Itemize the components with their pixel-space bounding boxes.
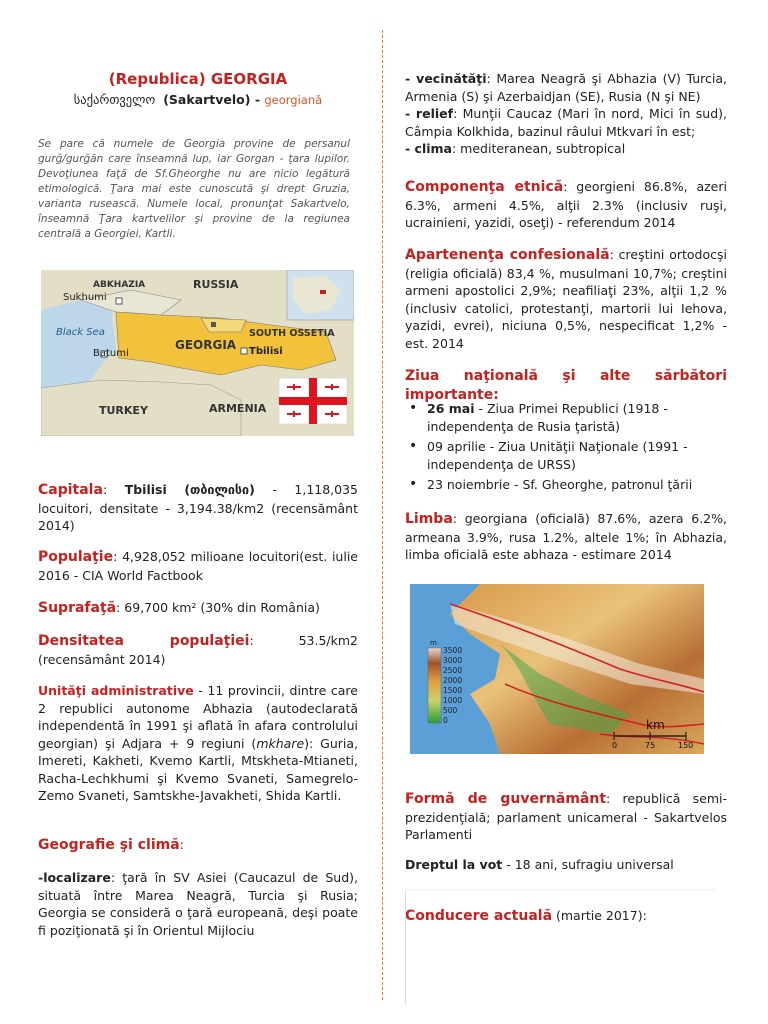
capital-text: - 1,118,035 locuitori, densitate - 3,194.38/km2 (recensământ 2014) [38, 482, 359, 533]
religion-label: Apartenenţa confesională [405, 247, 610, 263]
density-section [38, 632, 358, 668]
density-text: : 53.5/km2 (recensământ 2014) [38, 633, 358, 667]
map-label-south-ossetia: SOUTH OSSETIA [249, 328, 335, 339]
leadership-label: Conducere actuală [405, 908, 553, 924]
vote-text: - 18 ani, sufragiu universal [502, 857, 674, 872]
ethnic-section [405, 178, 727, 232]
elevation-value: 2000 [443, 676, 463, 685]
map-label-batumi: Batumi [93, 348, 129, 359]
neighbors-label: - vecinătăţi [405, 71, 487, 86]
elevation-value: 500 [443, 706, 458, 715]
vote-section [405, 856, 727, 874]
geo-heading: Geografie şi climă: [38, 837, 184, 853]
government-label: Formă de guvernământ [405, 791, 607, 807]
language-note: georgiană [264, 93, 323, 107]
elevation-value: 1000 [443, 696, 463, 705]
population-section [38, 548, 358, 584]
ethnic-label: Componenţa etnică [405, 179, 564, 195]
admin-mkhare: mkhare [256, 735, 305, 751]
population-label: Populaţie [38, 549, 114, 565]
holidays-list [405, 400, 727, 497]
neighbors-text: : Marea Neagră şi Abhazia (V) Turcia, Armenia (S) şi Azerbaidjan (SE), Rusia (N şi NE) [405, 71, 727, 104]
column-divider [382, 30, 383, 1000]
holiday-item: • 26 mai - Ziua Primei Republici (1918 - independenţa de Rusia ţaristă) [427, 400, 727, 435]
admin-text-a: - 11 provincii, dintre care 2 republici autonome Abhazia (autodeclarată independentă în 1991 şi aflată în afara controlului georgian) şi Adjara + 9 regiuni ( [38, 683, 358, 751]
area-label: Suprafaţă [38, 600, 117, 616]
scale-tick: 75 [645, 741, 656, 750]
elevation-value: 0 [443, 716, 448, 725]
admin-section [38, 682, 358, 805]
neighbors-section [405, 70, 727, 158]
local-name: (Sakartvelo) [163, 92, 251, 107]
government-section [405, 790, 727, 844]
page-subtitle: საქართველო (Sakartvelo) - georgiană [73, 92, 323, 107]
capital-label: Capitala [38, 482, 103, 498]
holidays-heading-label: Ziua naţională şi alte sărbători importante [405, 368, 727, 403]
map-label-armenia: ARMENIA [209, 402, 267, 415]
language-section [405, 510, 727, 564]
capital-native: (თბილისი) [184, 482, 255, 497]
elevation-unit: m [430, 639, 437, 647]
map-label-sukhumi: Sukhumi [63, 292, 107, 303]
scale-tick: 0 [612, 741, 618, 750]
climate-label: - clima [405, 141, 452, 156]
language-label: Limba [405, 511, 453, 527]
language-text: : georgiana (oficială) 87.6%, azera 6.2%, armeana 3.9%, rusa 1.2%, altele 1%; în Abhazia, limba oficială este abhaza - estimare 2014 [405, 511, 727, 562]
map-label-georgia: GEORGIA [175, 338, 237, 352]
population-text: : 4,928,052 milioane locuitori(est. iulie 2016 - CIA World Factbook [38, 549, 358, 583]
relief-map [410, 584, 704, 754]
capital-city: Tbilisi [124, 482, 167, 497]
elevation-value: 3500 [443, 646, 463, 655]
native-name: საქართველო [73, 92, 156, 107]
relief-text: : Munţii Caucaz (Mari în nord, Mici în sud), Câmpia Kolkhida, bazinul râului Mtkvari în est; [405, 106, 727, 139]
density-label: Densitatea populaţiei [38, 633, 250, 649]
area-section [38, 599, 358, 618]
leadership-text: (martie 2017): [552, 908, 647, 923]
area-text: : 69,700 km² (30% din România) [116, 600, 320, 615]
location-section [38, 869, 358, 939]
scale-tick: 150 [678, 741, 694, 750]
map-label-turkey: TURKEY [99, 404, 148, 417]
geo-heading-label: Geografie şi climă [38, 837, 180, 853]
map-label-russia: RUSSIA [193, 278, 239, 291]
government-text: : republică semi-prezidenţială; parlament unicameral - Sakartvelos Parlamenti [405, 791, 727, 842]
location-text: : ţară în SV Asiei (Caucazul de Sud), situată între Marea Neagră, Turcia şi Rusia; Georgia se consideră o ţară europeană, deşi poate fi poziţionată şi în Orientul Mijlociu [38, 870, 358, 938]
holiday-item: • 09 aprilie - Ziua Unităţii Naţionale (1991 - independenţa de URSS) [427, 438, 727, 473]
admin-text-b: ): Guria, Imereti, Kakheti, Kvemo Kartli, Mtskheta-Mtianeti, Racha-Lechkhumi şi Kvemo Svaneti, Samegrelo-Zemo Svaneti, Samtskhe-Javakheti, Shida Kartli. [38, 735, 358, 803]
holiday-item: • 23 noiembrie - Sf. Gheorghe, patronul ţării [427, 476, 727, 494]
ethnic-text: : georgieni 86.8%, azeri 6.3%, armeni 4.5%, alţii 2.3% (inclusiv ruşi, ucrainieni, yazidi, oseţi) - referendum 2014 [405, 179, 727, 230]
capital-section: Capitala: Tbilisi (თბილისი) - 1,118,035 locuitori, densitate - 3,194.38/km2 (recensământ 2014) [38, 482, 359, 533]
map-label-abkhazia: ABKHAZIA [93, 280, 146, 290]
location-label: -localizare [38, 870, 111, 885]
vote-label: Dreptul la vot [405, 857, 503, 872]
page-title: (Republica) GEORGIA [108, 70, 288, 88]
elevation-value: 3000 [443, 656, 463, 665]
holidays-heading: Ziua naţională şi alte sărbători importante: [405, 368, 727, 403]
elevation-value: 2500 [443, 666, 463, 675]
intro-paragraph: Se pare că numele de Georgia provine de persanul gurğ/gurğān care înseamnă lup, iar Gorgan - ţara lupilor. Devoţiunea faţă de Sf.Gheorghe nu are nicio legătură etimologică. Ţara mai este cunoscută şi drept Gruzia, varianta rusească. Numele local, pronunţat Sakartvelo, înseamnă Ţara kartvelilor şi provine de la regiunea centrală a Georgiei, Kartli. [38, 138, 350, 240]
religion-text: : creştini ortodocşi (religia oficială) 83,4 %, musulmani 10,7%; creştini armeni apostolici 2,9%; neafiliaţi 23%, alţii 1,2 % (inclusiv catolici, protestanţi, martorii lui Iehova, yazidi, evrei), niciuna 0,5%, nespecificat 1,2% - est. 2014 [405, 247, 727, 351]
leadership-box [405, 889, 716, 1005]
religion-section [405, 246, 727, 352]
map-label-tbilisi: Tbilisi [249, 346, 283, 357]
relief-label: - relief [405, 106, 454, 121]
map-label-black-sea: Black Sea [56, 327, 105, 338]
scale-unit: km [646, 718, 665, 732]
elevation-value: 1500 [443, 686, 463, 695]
climate-text: : mediteranean, subtropical [451, 141, 626, 156]
location-map [41, 270, 354, 436]
admin-label: Unităţi administrative [38, 683, 194, 698]
